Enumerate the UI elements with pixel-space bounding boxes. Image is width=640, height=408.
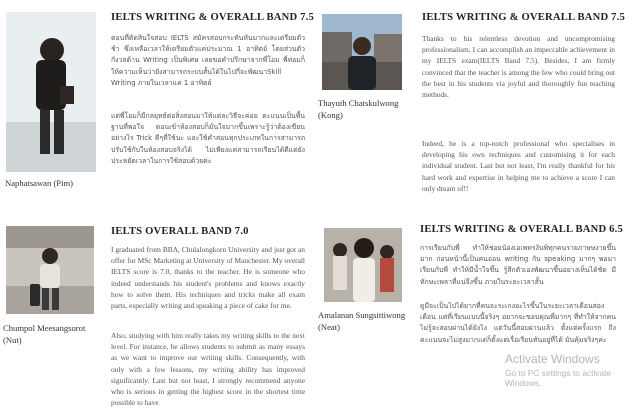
testimonial-paragraph: แต่พี่โอมก็มีกลยุทธ์ต่อสิ่งสอนมาให้แต่ละวิธีจะค่อย ตะแนนเป็นพื้นฐานที่พอใจ ตอนเข้าห้องสอบก็มั่นใจมากขึ้นเพราะรู้ว่าต้องเขียนอย่างไร Trick ดีๆที่ใช้นะ และใช้คำสอนทุกประเภทในการสามารถปรับใช้กับในห้องสอบจริงได้ ไม่เพียงแค่สามารถเรียนได้ดีแต่ยังประหยัดเวลาในการใช้สอบด้วยค่ะ <box>111 112 305 165</box>
student-name: Amalanan Sungsittiwong (Neat) <box>318 310 406 332</box>
testimonial-title: IELTS WRITING & OVERALL BAND 7.5 <box>111 12 315 23</box>
student-name: Naphatsawan (Pim) <box>5 178 74 188</box>
testimonial-title: IELTS OVERALL BAND 7.0 <box>111 226 249 237</box>
student-photo-kong <box>322 14 402 90</box>
student-name: Thayuth Chatskulwong (Kong) <box>318 98 399 120</box>
testimonial-paragraph: ดูมีจะเป็นไปได้ยากที่คนจะระเกงอะไรขึ้นในระยะเวลาเดือนสองเดือน แต่ที่เรียนแบบนี้จริงๆ อยากจะขอบคุณพี่มากๆ ที่ทำให้จากคนไม่รู้จะสอบผ่านได้ยังไง แต่วันนี้สอบผ่านแล้ว ตั้งแต่ครั้งแรก ถึงคะแนนจะไม่สูงมากแต่ก็ตั้งแต่เรื่อเรียนทันอยู่ที่ได้ มันคุ้มจริงๆค่ะ <box>420 302 616 344</box>
testimonial-paragraph: การเรียนกับพี่ ทำให้ช่อยน้องเอเพทรงันพิทุกคนรายภาษษงายขึ้นมาก ก่อนหน้านี้เป็นคนอ่อน writing กับ speaking มากๆ พอมาเรียนกับพี่ ทำให้มีน้ำใจขึ้น รู้สึกตัวเองพัฒนาขึ้นอย่างเห็นได้ชัด มีทักษะเพลาที่แน่จึงขึ้น ภายในระยะเวลาสั้น <box>420 244 616 286</box>
activation-watermark-subtitle: Go to PC settings to activate Windows. <box>505 368 612 388</box>
testimonial-paragraph: I graduated from BBA, Chulalongkorn University and just got an offer for MSc Marketing at University of Manchester. My overall IELTS score is 7.0, thanks to the teacher. He is someone who indeed understands his student's problems and knows exactly how to solve them. His techniques and tricks make all exam parts, especially writing and speaking a piece of cake for me. <box>111 245 305 311</box>
student-name: Chumpol Meesangsorot (Nut) <box>3 323 86 345</box>
testimonial-paragraph: Indeed, he is a top-notch professional who specialises in developing his own techniques and customising it for each individual student. Last but not least, I'm really thankful for his hard work and expertise in helping me to achieve a score I can only dream of!! <box>422 139 615 193</box>
person-photo-icon <box>6 12 96 172</box>
activation-watermark-title: Activate Windows <box>505 352 600 366</box>
person-photo-icon <box>324 228 402 302</box>
testimonial-paragraph: Thanks to his relentless devotion and uncompromising professionalism, I can accomplish an impeccable achievement in my IELTS exam(IELTS Band 7.5). Besides, I am firmly convinced that the teacher is among the few who could bring out the best in his students via joyful and thoroughly fun teaching methods. <box>422 34 615 100</box>
person-photo-icon <box>6 226 94 314</box>
testimonial-paragraph: ตอนที่ตัดสินใจสอบ IELTS สมัครสอบกระทันหันมากและเตรียมตัวช้า ซึ่งเหลือเวลาให้เตรียมตัวแค่ประมาณ 1 อาทิตย์ โดยส่วนตัวกังวลด้าน Writing เป็นพิเศษ เลยขอคำปรึกษาจากพี่โอม พี่ท่อมก็ให้ความเห็นว่ายังสามารถระบบสั้นได้ในไปกี่จะพัฒนาSkill Writing ภายในเวลาแค่ 1 อาทิตย์ <box>111 34 305 87</box>
student-photo-pim <box>6 12 96 172</box>
testimonial-title: IELTS WRITING & OVERALL BAND 6.5 <box>420 224 624 235</box>
person-photo-icon <box>322 14 402 90</box>
student-photo-nut <box>6 226 94 314</box>
student-photo-neat <box>324 228 402 302</box>
testimonial-title: IELTS WRITING & OVERALL BAND 7.5 <box>422 12 626 23</box>
testimonial-paragraph: Also, studying with him really takes my writing skills to the next level. For instance, he allows students to submit as many essays as we want to improve our writing skills. Consequently, with only with a few lessons, my writing ability has improved significantly. Last but not least, I strongly recommend anyone who is serious in getting the highest score in the shortest time possible to have <box>111 331 305 408</box>
